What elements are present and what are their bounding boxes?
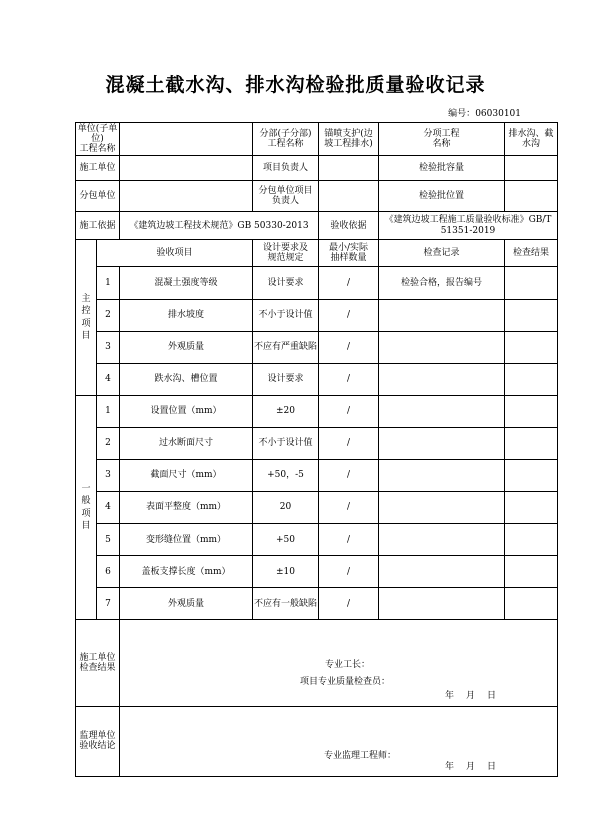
- item-check-result[interactable]: [505, 267, 558, 299]
- item-requirement: ±10: [253, 556, 319, 588]
- main-item-row: [76, 299, 558, 331]
- item-name: 排水坡度: [120, 299, 253, 331]
- item-sample-count[interactable]: /: [319, 492, 379, 524]
- subcontract-unit-label: 分包单位: [76, 181, 120, 212]
- item-check-result[interactable]: [505, 492, 558, 524]
- supervision-date: [445, 762, 508, 772]
- item-number: 1: [97, 395, 120, 427]
- item-sample-count[interactable]: /: [319, 299, 379, 331]
- item-name: 截面尺寸（mm）: [120, 459, 253, 491]
- item-sample-count[interactable]: /: [319, 556, 379, 588]
- item-name: 变形缝位置（mm）: [120, 524, 253, 556]
- item-number: 5: [97, 524, 120, 556]
- item-number: 3: [97, 331, 120, 363]
- item-number: 4: [97, 363, 120, 395]
- item-requirement: 不应有一般缺陷: [253, 588, 319, 620]
- general-items-label: 一 般 项 目: [76, 395, 97, 620]
- item-check-result[interactable]: [505, 427, 558, 459]
- item-sample-count[interactable]: /: [319, 267, 379, 299]
- item-requirement: 设计要求: [253, 267, 319, 299]
- item-number: 3: [97, 459, 120, 491]
- item-requirement: 20: [253, 492, 319, 524]
- supervising-engineer-label: 专业监理工程师：: [324, 750, 397, 761]
- general-item-row: [76, 459, 558, 491]
- item-name: 过水断面尺寸: [120, 427, 253, 459]
- header-row-subcontract: [76, 181, 558, 212]
- column-header-item: 验收项目: [97, 240, 253, 267]
- construction-basis-value: 《建筑边坡工程技术规范》GB 50330-2013: [120, 212, 319, 240]
- item-check-record[interactable]: 检验合格，报告编号: [379, 267, 505, 299]
- general-item-row: [76, 395, 558, 427]
- item-check-result[interactable]: [505, 524, 558, 556]
- header-row-unit: [76, 123, 558, 156]
- item-number: 6: [97, 556, 120, 588]
- construction-check-label: 施工单位 检查结果: [76, 620, 120, 706]
- item-check-result[interactable]: [505, 395, 558, 427]
- item-name: 表面平整度（mm）: [120, 492, 253, 524]
- item-name: 外观质量: [120, 588, 253, 620]
- header-row-construction: [76, 156, 558, 181]
- main-item-row: [76, 267, 558, 299]
- item-check-record[interactable]: [379, 427, 505, 459]
- acceptance-basis-label: 验收依据: [319, 212, 379, 240]
- subcontract-pm-value[interactable]: [319, 181, 379, 212]
- item-check-record[interactable]: [379, 492, 505, 524]
- column-header-row: [76, 240, 558, 267]
- column-header-requirement: 设计要求及 规范规定: [253, 240, 319, 267]
- item-check-record[interactable]: [379, 331, 505, 363]
- subdivision-name-label: 分部(子分部) 工程名称: [253, 123, 319, 156]
- item-requirement: ±20: [253, 395, 319, 427]
- item-number: 7: [97, 588, 120, 620]
- item-check-record[interactable]: [379, 299, 505, 331]
- item-sample-count[interactable]: /: [319, 524, 379, 556]
- construction-date-year: 年: [445, 691, 455, 702]
- item-sample-count[interactable]: /: [319, 588, 379, 620]
- construction-unit-value[interactable]: [120, 156, 253, 181]
- batch-capacity-label: 检验批容量: [379, 156, 505, 181]
- supervision-date-month: 月: [466, 761, 476, 772]
- subdivision-name-value[interactable]: 锚喷支护(边坡工程排水): [319, 123, 379, 156]
- general-item-row: [76, 556, 558, 588]
- item-check-result[interactable]: [505, 299, 558, 331]
- item-check-result[interactable]: [505, 459, 558, 491]
- item-requirement: 设计要求: [253, 363, 319, 395]
- item-check-record[interactable]: [379, 524, 505, 556]
- project-manager-label: 项目负责人: [253, 156, 319, 181]
- item-check-record[interactable]: [379, 588, 505, 620]
- subcontract-pm-label: 分包单位项目 负责人: [253, 181, 319, 212]
- item-check-record[interactable]: [379, 395, 505, 427]
- item-check-result[interactable]: [505, 588, 558, 620]
- column-header-result: 检查结果: [505, 240, 558, 267]
- item-number: 2: [97, 299, 120, 331]
- item-name: 混凝土强度等级: [120, 267, 253, 299]
- general-item-row: [76, 524, 558, 556]
- item-check-record[interactable]: [379, 459, 505, 491]
- inspection-form-table: [75, 122, 558, 777]
- construction-date: [445, 691, 508, 701]
- construction-unit-label: 施工单位: [76, 156, 120, 181]
- acceptance-basis-value: 《建筑边坡工程施工质量验收标准》GB/T 51351-2019: [379, 212, 558, 240]
- item-number: 1: [97, 267, 120, 299]
- column-header-sample: 最小/实际 抽样数量: [319, 240, 379, 267]
- general-item-row: [76, 492, 558, 524]
- batch-location-value[interactable]: [505, 181, 558, 212]
- item-check-result[interactable]: [505, 331, 558, 363]
- supervision-check-label: 监理单位 验收结论: [76, 706, 120, 776]
- item-requirement: 不小于设计值: [253, 427, 319, 459]
- item-requirement: +50，-5: [253, 459, 319, 491]
- supervision-date-year: 年: [445, 761, 455, 772]
- subcontract-unit-value[interactable]: [120, 181, 253, 212]
- form-code: [448, 106, 521, 119]
- supervision-check-row: [76, 706, 558, 776]
- item-check-record[interactable]: [379, 363, 505, 395]
- main-item-row: [76, 363, 558, 395]
- item-sample-count[interactable]: /: [319, 331, 379, 363]
- item-requirement: 不小于设计值: [253, 299, 319, 331]
- construction-date-month: 月: [466, 691, 476, 702]
- item-number: 4: [97, 492, 120, 524]
- item-number: 2: [97, 427, 120, 459]
- header-row-basis: [76, 212, 558, 240]
- column-header-record: 检查记录: [379, 240, 505, 267]
- item-sample-count[interactable]: /: [319, 395, 379, 427]
- item-check-result[interactable]: [505, 363, 558, 395]
- project-manager-value[interactable]: [319, 156, 379, 181]
- item-requirement: +50: [253, 524, 319, 556]
- item-name-label: 分项工程 名称: [379, 123, 505, 156]
- construction-date-day: 日: [487, 691, 497, 702]
- page-title: 混凝土截水沟、排水沟检验批质量验收记录: [105, 74, 486, 96]
- item-requirement: 不应有严重缺陷: [253, 331, 319, 363]
- general-item-row: [76, 588, 558, 620]
- quality-inspector-label: 项目专业质量检查员：: [300, 677, 391, 688]
- item-sample-count[interactable]: /: [319, 459, 379, 491]
- code-value: 06030101: [475, 109, 521, 119]
- general-item-row: [76, 427, 558, 459]
- main-item-row: [76, 331, 558, 363]
- batch-location-label: 检验批位置: [379, 181, 505, 212]
- item-check-result[interactable]: [505, 556, 558, 588]
- item-name: 跌水沟、槽位置: [120, 363, 253, 395]
- item-sample-count[interactable]: /: [319, 363, 379, 395]
- item-name-value[interactable]: 排水沟、截水沟: [505, 123, 558, 156]
- item-check-record[interactable]: [379, 556, 505, 588]
- construction-check-area[interactable]: [120, 620, 558, 706]
- batch-capacity-value[interactable]: [505, 156, 558, 181]
- construction-basis-label: 施工依据: [76, 212, 120, 240]
- unit-name-label: 单位(子单位) 工程名称: [76, 123, 120, 156]
- item-name: 设置位置（mm）: [120, 395, 253, 427]
- code-label: 编号：: [448, 109, 476, 119]
- main-control-items-label: 主 控 项 目: [76, 240, 97, 395]
- item-sample-count[interactable]: /: [319, 427, 379, 459]
- construction-check-row: [76, 620, 558, 706]
- item-name: 盖板支撑长度（mm）: [120, 556, 253, 588]
- foreman-label: 专业工长：: [325, 660, 371, 671]
- supervision-check-area[interactable]: [120, 706, 558, 776]
- supervision-date-day: 日: [487, 761, 497, 772]
- item-name: 外观质量: [120, 331, 253, 363]
- unit-name-value[interactable]: [120, 123, 253, 156]
